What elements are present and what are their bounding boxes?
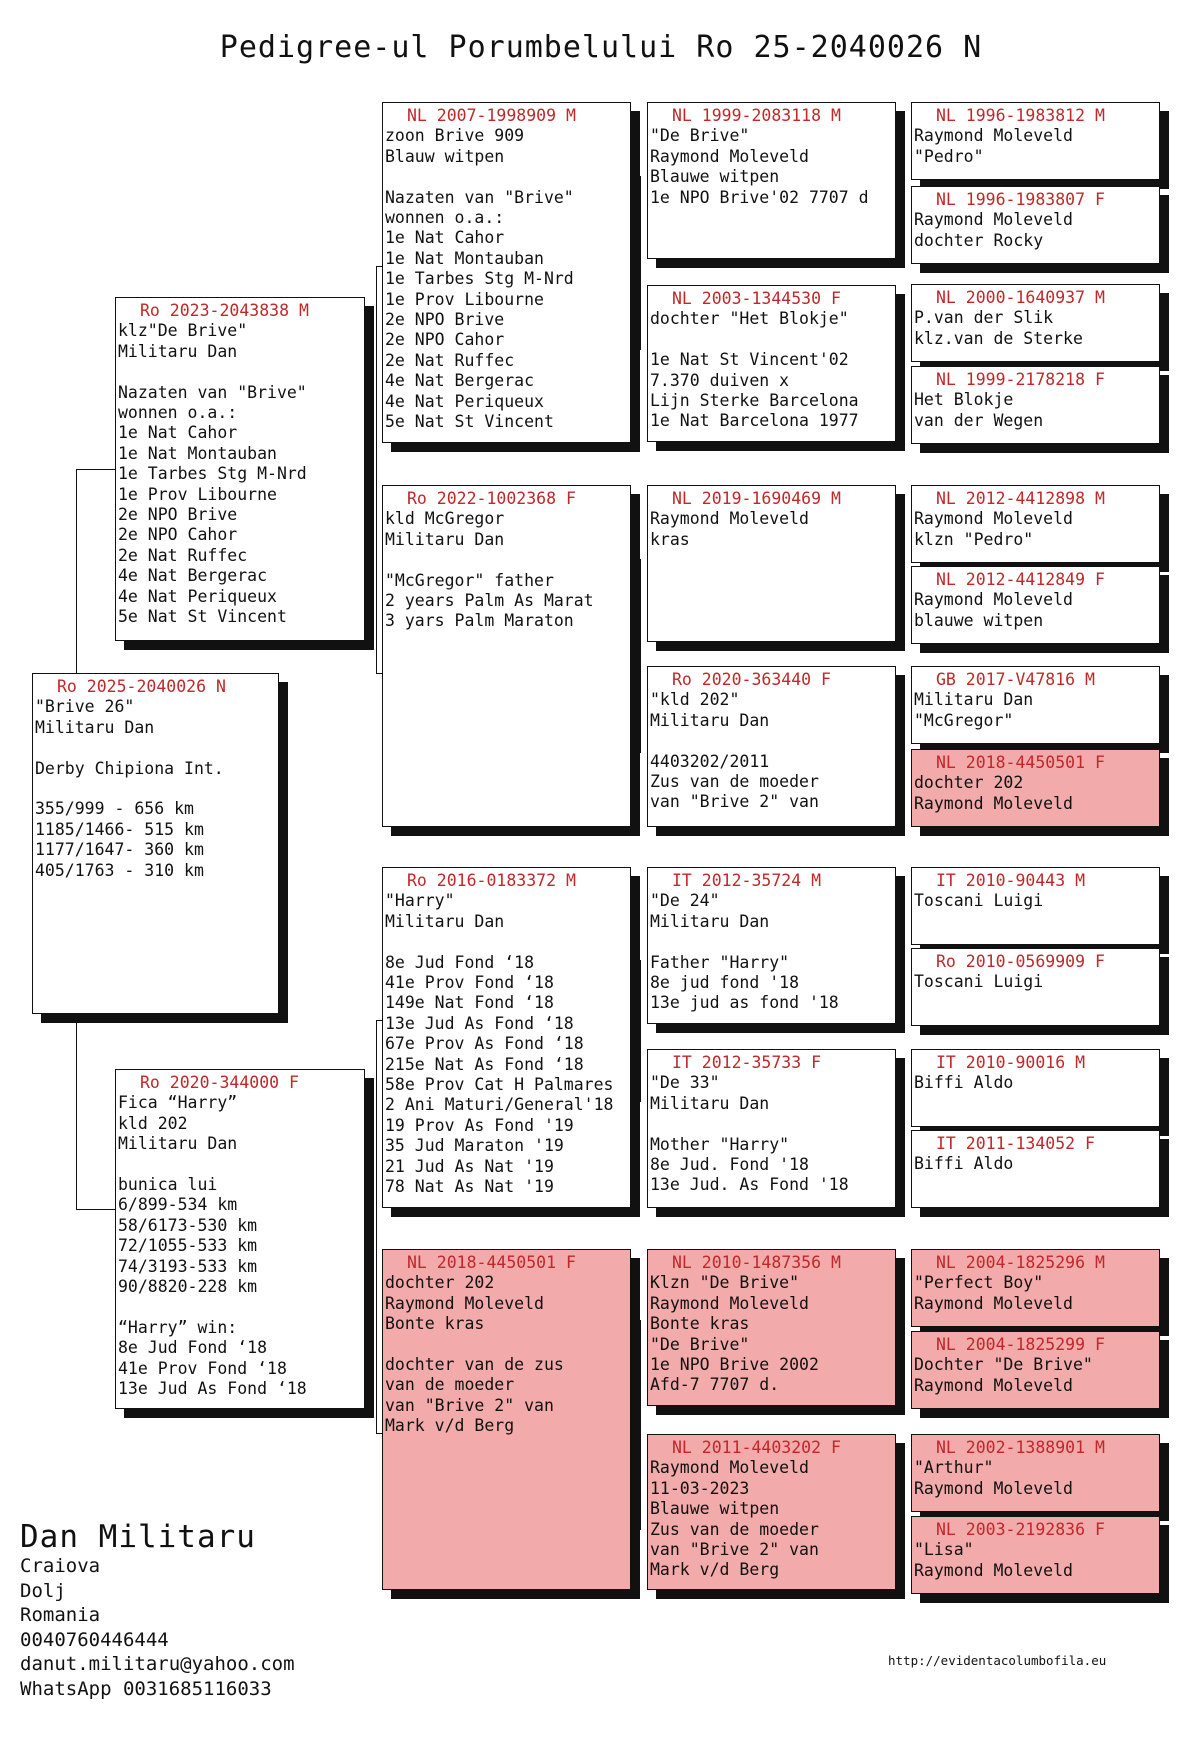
- info-line: 2e NPO Cahor: [118, 525, 238, 545]
- bird-info: [914, 126, 1157, 167]
- pedigree-box-sd: [382, 485, 631, 827]
- info-line: 1e Nat Montauban: [385, 248, 544, 268]
- pedigree-box-ds: [382, 867, 631, 1208]
- bird-info: [914, 1273, 1157, 1314]
- info-line: 1e Nat Barcelona 1977: [650, 411, 859, 431]
- ring-number: IT 2010-90443 M: [936, 871, 1086, 890]
- info-line: Raymond Moleveld: [650, 146, 809, 166]
- pedigree-box-sdsd: [911, 566, 1160, 644]
- info-line: 4e Nat Bergerac: [385, 371, 535, 391]
- info-line: "McGregor" father: [385, 570, 554, 590]
- info-line: Raymond Moleveld: [914, 1478, 1073, 1498]
- ring-number: NL 2019-1690469 M: [672, 489, 841, 508]
- bird-info: [650, 1273, 893, 1395]
- info-line: 1e Nat Cahor: [385, 228, 505, 248]
- bird-info: [385, 891, 628, 1197]
- info-line: klzn "Pedro": [914, 529, 1034, 549]
- info-line: "McGregor": [914, 710, 1014, 730]
- info-line: Father "Harry": [650, 952, 790, 972]
- info-line: 58e Prov Cat H Palmares: [385, 1075, 614, 1095]
- info-line: 5e Nat St Vincent: [118, 607, 287, 627]
- owner-name: Dan Militaru: [20, 1519, 256, 1555]
- ring-number: NL 2000-1640937 M: [936, 288, 1105, 307]
- info-line: [385, 1335, 628, 1355]
- info-line: Raymond Moleveld: [914, 1375, 1073, 1395]
- pedigree-box-ssds: [911, 284, 1160, 362]
- pedigree-box-sssd: [911, 186, 1160, 264]
- ring-number: NL 1996-1983807 F: [936, 190, 1105, 209]
- bird-info: [118, 321, 362, 627]
- info-line: Bonte kras: [385, 1314, 485, 1334]
- info-line: Militaru Dan: [650, 1093, 770, 1113]
- info-line: dochter 202: [914, 773, 1024, 793]
- bird-info: [650, 891, 893, 1013]
- info-line: 67e Prov As Fond ‘18: [385, 1034, 584, 1054]
- info-line: van "Brive 2" van: [650, 792, 819, 812]
- info-line: Toscani Luigi: [914, 891, 1044, 911]
- pedigree-box-dsds: [911, 1049, 1160, 1127]
- info-line: "De 24": [650, 891, 720, 911]
- info-line: Toscani Luigi: [914, 972, 1044, 992]
- info-line: [650, 932, 893, 952]
- bird-info: [914, 972, 1157, 992]
- info-line: "kld 202": [650, 690, 740, 710]
- info-line: dochter 202: [385, 1273, 495, 1293]
- info-line: 72/1055-533 km: [118, 1236, 258, 1256]
- info-line: van "Brive 2" van: [385, 1395, 554, 1415]
- info-line: [118, 1297, 362, 1317]
- info-line: [118, 362, 362, 382]
- info-line: Klzn "De Brive": [650, 1273, 800, 1293]
- owner-email: danut.militaru@yahoo.com: [20, 1653, 295, 1676]
- info-line: "Perfect Boy": [914, 1273, 1044, 1293]
- info-line: Raymond Moleveld: [650, 1458, 809, 1478]
- info-line: Het Blokje: [914, 390, 1014, 410]
- pedigree-box-subject: [32, 673, 279, 1014]
- info-line: 13e jud as fond '18: [650, 993, 839, 1013]
- pedigree-box-dsd: [647, 1049, 896, 1208]
- info-line: kld McGregor: [385, 509, 505, 529]
- pedigree-box-sdss: [911, 485, 1160, 563]
- bird-info: [914, 390, 1157, 431]
- info-line: [35, 738, 276, 758]
- info-line: 1e Tarbes Stg M-Nrd: [118, 464, 307, 484]
- info-line: 2e NPO Cahor: [385, 330, 505, 350]
- info-line: 405/1763 - 310 km: [35, 860, 204, 880]
- bird-info: [914, 1540, 1157, 1581]
- ring-number: NL 2018-4450501 F: [407, 1253, 576, 1272]
- info-line: Fica “Harry”: [118, 1093, 238, 1113]
- pedigree-box-sire: [115, 297, 365, 641]
- owner-contact: [20, 1520, 295, 1702]
- info-line: Derby Chipiona Int.: [35, 758, 224, 778]
- ring-number: Ro 2020-344000 F: [140, 1073, 299, 1092]
- info-line: Mark v/d Berg: [385, 1416, 515, 1436]
- info-line: 1185/1466- 515 km: [35, 819, 204, 839]
- info-line: 1e Prov Libourne: [118, 484, 277, 504]
- bird-info: [385, 126, 628, 432]
- info-line: Raymond Moleveld: [914, 509, 1073, 529]
- info-line: 355/999 - 656 km: [35, 799, 194, 819]
- info-line: Raymond Moleveld: [914, 1560, 1073, 1580]
- info-line: zoon Brive 909: [385, 126, 525, 146]
- info-line: 8e jud fond '18: [650, 973, 800, 993]
- info-line: Blauwe witpen: [650, 1499, 780, 1519]
- info-line: 90/8820-228 km: [118, 1277, 258, 1297]
- info-line: dochter Rocky: [914, 230, 1044, 250]
- info-line: 4e Nat Bergerac: [118, 566, 268, 586]
- info-line: 215e Nat As Fond ‘18: [385, 1054, 584, 1074]
- pedigree-box-dds: [647, 1249, 896, 1406]
- info-line: 13e Jud. As Fond '18: [650, 1175, 849, 1195]
- info-line: [385, 550, 628, 570]
- ring-number: NL 2011-4403202 F: [672, 1438, 841, 1457]
- info-line: klz.van de Sterke: [914, 328, 1083, 348]
- ring-number: Ro 2022-1002368 F: [407, 489, 576, 508]
- info-line: Militaru Dan: [385, 911, 505, 931]
- bird-info: [914, 509, 1157, 550]
- info-line: 1e Tarbes Stg M-Nrd: [385, 269, 574, 289]
- pedigree-box-dsss: [911, 867, 1160, 945]
- bird-info: [914, 1355, 1157, 1396]
- ring-number: Ro 2023-2043838 M: [140, 301, 309, 320]
- bird-info: [650, 1458, 893, 1580]
- bird-info: [650, 126, 893, 208]
- info-line: Nazaten van "Brive": [385, 187, 574, 207]
- info-line: Biffi Aldo: [914, 1154, 1014, 1174]
- info-line: "De Brive": [650, 126, 750, 146]
- info-line: Militaru Dan: [118, 1134, 238, 1154]
- bird-info: [914, 1154, 1157, 1174]
- pedigree-box-ddd: [647, 1434, 896, 1590]
- info-line: 2 years Palm As Marat: [385, 591, 594, 611]
- pedigree-box-sdds: [911, 666, 1160, 744]
- info-line: Raymond Moleveld: [650, 1293, 809, 1313]
- info-line: 149e Nat Fond ‘18: [385, 993, 554, 1013]
- bird-info: [650, 509, 893, 550]
- bird-info: [914, 1458, 1157, 1499]
- ring-number: IT 2012-35724 M: [672, 871, 822, 890]
- info-line: Raymond Moleveld: [914, 1293, 1073, 1313]
- ring-number: Ro 2016-0183372 M: [407, 871, 576, 890]
- info-line: Raymond Moleveld: [650, 509, 809, 529]
- pedigree-box-ssdd: [911, 366, 1160, 444]
- ring-number: NL 2012-4412898 M: [936, 489, 1105, 508]
- info-line: 58/6173-530 km: [118, 1215, 258, 1235]
- ring-number: NL 1999-2178218 F: [936, 370, 1105, 389]
- info-line: P.van der Slik: [914, 308, 1054, 328]
- info-line: “Harry” win:: [118, 1317, 238, 1337]
- info-line: 1e NPO Brive'02 7707 d: [650, 187, 869, 207]
- info-line: Mark v/d Berg: [650, 1560, 780, 1580]
- ring-number: IT 2012-35733 F: [672, 1053, 822, 1072]
- info-line: Zus van de moeder: [650, 772, 819, 792]
- info-line: Militaru Dan: [650, 911, 770, 931]
- ring-number: NL 2012-4412849 F: [936, 570, 1105, 589]
- info-line: "Lisa": [914, 1540, 974, 1560]
- info-line: Militaru Dan: [118, 341, 238, 361]
- bird-info: [385, 509, 628, 631]
- info-line: 6/899-534 km: [118, 1195, 238, 1215]
- pedigree-box-ddsd: [911, 1331, 1160, 1409]
- info-line: 8e Jud. Fond '18: [650, 1155, 809, 1175]
- info-line: Blauwe witpen: [650, 167, 780, 187]
- info-line: 4e Nat Periqueux: [118, 586, 277, 606]
- info-line: Raymond Moleveld: [914, 590, 1073, 610]
- info-line: 13e Jud As Fond ‘18: [385, 1013, 574, 1033]
- info-line: 7.370 duiven x: [650, 370, 790, 390]
- info-line: dochter "Het Blokje": [650, 309, 849, 329]
- owner-city: Craiova: [20, 1555, 101, 1577]
- info-line: Bonte kras: [650, 1314, 750, 1334]
- info-line: Biffi Aldo: [914, 1073, 1014, 1093]
- info-line: Nazaten van "Brive": [118, 382, 307, 402]
- info-line: 41e Prov Fond ‘18: [118, 1358, 287, 1378]
- bird-info: [914, 690, 1157, 731]
- bird-info: [385, 1273, 628, 1436]
- ring-number: GB 2017-V47816 M: [936, 670, 1095, 689]
- info-line: 1e Prov Libourne: [385, 289, 544, 309]
- info-line: [650, 330, 893, 350]
- info-line: 1e NPO Brive 2002: [650, 1355, 819, 1375]
- info-line: 74/3193-533 km: [118, 1256, 258, 1276]
- info-line: [650, 731, 893, 751]
- pedigree-box-dss: [647, 867, 896, 1024]
- owner-county: Dolj: [20, 1579, 66, 1602]
- info-line: Blauw witpen: [385, 146, 505, 166]
- ring-number: NL 2003-2192836 F: [936, 1520, 1105, 1539]
- ring-number: NL 2003-1344530 F: [672, 289, 841, 308]
- info-line: "De 33": [650, 1073, 720, 1093]
- info-line: 8e Jud Fond ‘18: [385, 952, 535, 972]
- owner-whatsapp: WhatsApp 0031685116033: [20, 1677, 272, 1700]
- bird-info: [914, 773, 1157, 814]
- info-line: bunica lui: [118, 1175, 218, 1195]
- pedigree-box-ssd: [647, 285, 896, 442]
- info-line: Raymond Moleveld: [914, 210, 1073, 230]
- info-line: Lijn Sterke Barcelona: [650, 391, 859, 411]
- ring-number: Ro 2010-0569909 F: [936, 952, 1105, 971]
- info-line: Zus van de moeder: [650, 1519, 819, 1539]
- info-line: 78 Nat As Nat '19: [385, 1177, 554, 1197]
- info-line: 2e Nat Ruffec: [385, 350, 515, 370]
- bird-info: [914, 210, 1157, 251]
- info-line: Mother "Harry": [650, 1134, 790, 1154]
- info-line: 13e Jud As Fond ‘18: [118, 1379, 307, 1399]
- pedigree-box-ss: [382, 102, 631, 443]
- info-line: [385, 167, 628, 187]
- info-line: van der Wegen: [914, 410, 1044, 430]
- bird-info: [118, 1093, 362, 1399]
- info-line: klz"De Brive": [118, 321, 248, 341]
- pedigree-box-ssss: [911, 102, 1160, 180]
- bird-info: [35, 697, 276, 881]
- info-line: dochter van de zus: [385, 1355, 564, 1375]
- bird-info: [914, 891, 1157, 911]
- info-line: wonnen o.a.:: [118, 403, 238, 423]
- info-line: 8e Jud Fond ‘18: [118, 1338, 268, 1358]
- bird-info: [650, 690, 893, 812]
- info-line: 1e Nat Montauban: [118, 443, 277, 463]
- info-line: Afd-7 7707 d.: [650, 1375, 780, 1395]
- owner-phone: 0040760446444: [20, 1628, 169, 1651]
- info-line: kras: [650, 529, 690, 549]
- info-line: Raymond Moleveld: [914, 793, 1073, 813]
- info-line: 4e Nat Periqueux: [385, 391, 544, 411]
- owner-country: Romania: [20, 1604, 101, 1627]
- info-line: 19 Prov As Fond '19: [385, 1115, 574, 1135]
- website-link[interactable]: http://evidentacolumbofila.eu: [888, 1653, 1107, 1668]
- ring-number: NL 2010-1487356 M: [672, 1253, 841, 1272]
- info-line: 2e Nat Ruffec: [118, 545, 248, 565]
- ring-number: NL 1996-1983812 M: [936, 106, 1105, 125]
- pedigree-box-sss: [647, 102, 896, 259]
- info-line: 2e NPO Brive: [385, 310, 505, 330]
- info-line: 2 Ani Maturi/General'18: [385, 1095, 614, 1115]
- bird-info: [650, 1073, 893, 1195]
- bird-info: [914, 1073, 1157, 1093]
- info-line: "Harry": [385, 891, 455, 911]
- info-line: blauwe witpen: [914, 610, 1044, 630]
- info-line: Militaru Dan: [914, 690, 1034, 710]
- pedigree-box-dddd: [911, 1516, 1160, 1594]
- info-line: wonnen o.a.:: [385, 208, 505, 228]
- info-line: 35 Jud Maraton '19: [385, 1136, 564, 1156]
- pedigree-box-dd: [382, 1249, 631, 1590]
- info-line: [118, 1155, 362, 1175]
- pedigree-box-sds: [647, 485, 896, 642]
- pedigree-box-dam: [115, 1069, 365, 1409]
- pedigree-box-dsdd: [911, 1130, 1160, 1208]
- info-line: 1e Nat St Vincent'02: [650, 350, 849, 370]
- ring-number: NL 2002-1388901 M: [936, 1438, 1105, 1457]
- pedigree-box-sdd: [647, 666, 896, 827]
- info-line: [385, 932, 628, 952]
- info-line: 11-03-2023: [650, 1478, 750, 1498]
- ring-number: NL 1999-2083118 M: [672, 106, 841, 125]
- info-line: 1177/1647- 360 km: [35, 840, 204, 860]
- info-line: 5e Nat St Vincent: [385, 412, 554, 432]
- info-line: Militaru Dan: [35, 717, 155, 737]
- ring-number: NL 2018-4450501 F: [936, 753, 1105, 772]
- ring-number: NL 2004-1825296 M: [936, 1253, 1105, 1272]
- ring-number: Ro 2020-363440 F: [672, 670, 831, 689]
- info-line: [35, 779, 276, 799]
- ring-number: NL 2007-1998909 M: [407, 106, 576, 125]
- info-line: van de moeder: [385, 1375, 515, 1395]
- info-line: "De Brive": [650, 1334, 750, 1354]
- pedigree-box-dssd: [911, 948, 1160, 1026]
- info-line: Dochter "De Brive": [914, 1355, 1093, 1375]
- info-line: Raymond Moleveld: [914, 126, 1073, 146]
- info-line: "Pedro": [914, 146, 984, 166]
- ring-number: NL 2004-1825299 F: [936, 1335, 1105, 1354]
- info-line: van "Brive 2" van: [650, 1540, 819, 1560]
- info-line: kld 202: [118, 1113, 188, 1133]
- info-line: "Brive 26": [35, 697, 135, 717]
- pedigree-box-ddds: [911, 1434, 1160, 1512]
- info-line: 1e Nat Cahor: [118, 423, 238, 443]
- ring-number: IT 2010-90016 M: [936, 1053, 1086, 1072]
- info-line: Raymond Moleveld: [385, 1293, 544, 1313]
- info-line: 3 yars Palm Maraton: [385, 611, 574, 631]
- info-line: 21 Jud As Nat '19: [385, 1156, 554, 1176]
- ring-number: Ro 2025-2040026 N: [57, 677, 226, 696]
- page-title: Pedigree-ul Porumbelului Ro 25-2040026 N: [219, 30, 983, 65]
- info-line: "Arthur": [914, 1458, 994, 1478]
- info-line: 41e Prov Fond ‘18: [385, 973, 554, 993]
- info-line: [650, 1114, 893, 1134]
- info-line: 4403202/2011: [650, 751, 770, 771]
- pedigree-box-sddd: [911, 749, 1160, 827]
- info-line: Militaru Dan: [385, 529, 505, 549]
- info-line: Militaru Dan: [650, 710, 770, 730]
- bird-info: [914, 308, 1157, 349]
- pedigree-box-ddss: [911, 1249, 1160, 1327]
- ring-number: IT 2011-134052 F: [936, 1134, 1095, 1153]
- bird-info: [650, 309, 893, 431]
- info-line: 2e NPO Brive: [118, 505, 238, 525]
- bird-info: [914, 590, 1157, 631]
